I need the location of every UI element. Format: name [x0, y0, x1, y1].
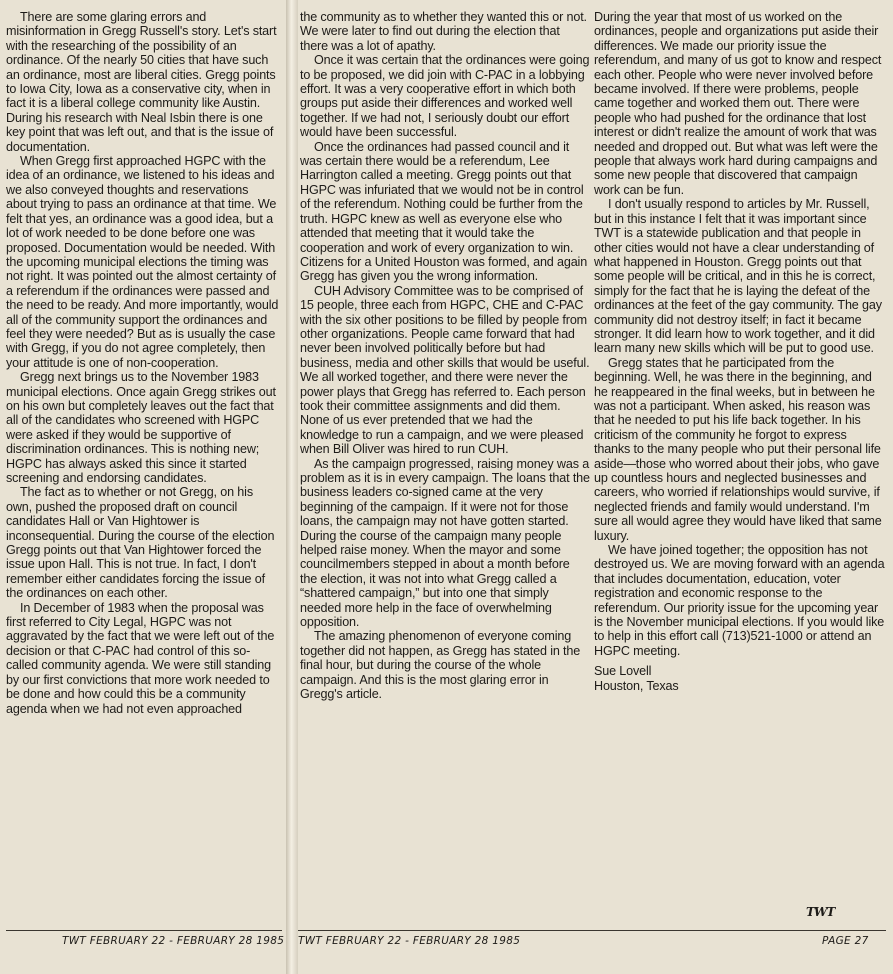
- paragraph: In December of 1983 when the proposal was first referred to City Legal, HGPC was not aggravated by the fact that we were left out of the decision or that C-PAC had control of this so-called community agenda. We were still standing by our first convictions that more work needed to be done and how could this be a community agenda when we had not even approached: [6, 600, 275, 716]
- footer-center-dateline: TWT FEBRUARY 22 - FEBRUARY 28 1985: [298, 935, 521, 947]
- paragraph: The fact as to whether or not Gregg, on his own, pushed the proposed draft on council candidates Hall or Van Hightower is inconsequential. During the course of the election Gregg points out that Van Hightower forced the issue upon Hall. This is not true. In fact, I don't remember either candidates forcing the issue of the ordinances on each other.: [6, 485, 275, 601]
- article-column-1: [6, 10, 282, 716]
- paragraph: When Gregg first approached HGPC with the idea of an ordinance, we listened to his ideas and we also conveyed thoughts and reservations about trying to pass an ordinance at that time. We felt that yes, an ordinance was a good idea, but a lot of work needed to be done before one was proposed. Documentation would be needed. With the upcoming municipal elections the timing was not right. It was pointed out the almost certainty of a referendum if the ordinances were passed and the need to be ready. And more importantly, would all of the community support the ordinances and feel they were needed? But as is usually the case with Gregg, if you do not agree completely, then your attitude is one of non-cooperation.: [6, 154, 279, 370]
- signature-block: [594, 664, 886, 693]
- author-location: Houston, Texas: [594, 678, 679, 693]
- paragraph: the community as to whether they wanted this or not. We were later to find out during the election that there was a lot of apathy.: [300, 10, 587, 53]
- article-column-3: [594, 10, 886, 693]
- page-number: PAGE 27: [822, 935, 869, 947]
- paragraph: As the campaign progressed, raising money was a problem as it is in every campaign. The loans that the business leaders co-signed came at the very beginning of the campaign. If it were not for those loans, the campaign may not have gotten started. During the course of the campaign many people helped raise money. When the mayor and some councilmembers stepped in about a month before the election, it was not into what Gregg called a “shattered campaign,” but into one that simply needed more help in the face of overwhelming opposition.: [300, 456, 590, 630]
- paragraph: There are some glaring errors and misinformation in Gregg Russell's story. Let's start with the researching of the possibility of an ordinance. Of the nearly 50 cities that have such an ordinance, most are liberal cities. Gregg points to Iowa City, Iowa as a conservative city, when in fact it is a liberal college community like Austin. During his research with Neal Isbin there is one key point that was left out, and that is the issue of documentation.: [6, 10, 277, 154]
- paragraph: Gregg next brings us to the November 1983 municipal elections. Once again Gregg strikes out on his own but completely leaves out the fact that all of the candidates who screened with HGPC were asked if they would be supportive of discrimination ordinances. This is nothing new; HGPC has always asked this since it started screening and endorsing candidates.: [6, 370, 276, 485]
- paragraph: I don't usually respond to articles by Mr. Russell, but in this instance I felt that it was important since TWT is a statewide publication and that people in other cities would not have a clear understanding of what happened in Houston. Gregg points out that some people will be critical, and in this he is correct, simply for the fact that he is laying the defeat of the ordinances at the feet of the gay community. The gay community did not destroy itself; in fact it became stronger. It did learn how to work together, and it did learn many new skills which will be put to good use.: [594, 197, 882, 356]
- author-name: Sue Lovell: [594, 664, 652, 679]
- footer-rule-right: [298, 930, 886, 931]
- paragraph: Gregg states that he participated from the beginning. Well, he was there in the beginning, and he reappeared in the final weeks, but in between he was not a participant. When asked, his reason was that he needed to put his life back together. In his criticism of the community he forgot to express thanks to the many people who put their personal life aside—those who worred about their jobs, who gave up countless hours and neglected businesses and careers, who worried if relationships would survive, if neglected friends and family would understand. I'm sure all would agree they would have liked that same luxury.: [594, 355, 882, 543]
- paragraph: The amazing phenomenon of everyone coming together did not happen, as Gregg has stated in the final hour, but during the course of the whole campaign. And this is the most glaring error in Gregg's article.: [300, 629, 581, 702]
- paragraph: During the year that most of us worked on the ordinances, people and organizations put aside their differences. We made our priority issue the referendum, and many of us got to know and respect each other. People who were never involved before became involved. If there were problems, people came together and worked them out. There were people who had pushed for the ordinance that lost interest or didn't realize the amount of work that was needed and dropped out. But what was left were the people that always work hard during campaigns and some new people that discovered that campaign work can be fun.: [594, 10, 882, 197]
- footer-left-dateline: TWT FEBRUARY 22 - FEBRUARY 28 1985: [62, 935, 285, 947]
- twt-logo: TWT: [806, 905, 835, 919]
- paragraph: We have joined together; the opposition has not destroyed us. We are moving forward with an agenda that includes documentation, education, voter registration and economic response to the referendum. Our priority issue for the upcoming year is the November municipal elections. If you would like to help in this effort call (713)521-1000 or attend an HGPC meeting.: [594, 543, 885, 658]
- footer-rule-left: [6, 930, 282, 931]
- paragraph: Once the ordinances had passed council and it was certain there would be a referendum, Lee Harrington called a meeting. Gregg points out that HGPC was infuriated that we would not be in control of the referendum. Nothing could be further from the truth. HGPC knew as well as everyone else who attended that meeting that it would take the cooperation and work of every organization to win. Citizens for a United Houston was formed, and again Gregg has given you the wrong information.: [300, 139, 588, 284]
- page-spine: [286, 0, 298, 974]
- article-column-2: [300, 10, 590, 702]
- paragraph: Once it was certain that the ordinances were going to be proposed, we did join with C-PAC in a lobbying effort. It was a very cooperative effort in which both groups put aside their differences and worked well together. If we had not, I seriously doubt our effort would have been successful.: [300, 53, 590, 140]
- paragraph: CUH Advisory Committee was to be comprised of 15 people, three each from HGPC, CHE and C-PAC with the six other positions to be filled by people from other organizations. People came forward that had never been involved politically before but had business, media and other skills that would be useful. We all worked together, and there were never the power plays that Gregg has referred to. Each person took their committee assignments and did them. None of us ever pretended that we had the knowledge to run a campaign, and we were pleased when Bill Oliver was hired to run CUH.: [300, 283, 590, 457]
